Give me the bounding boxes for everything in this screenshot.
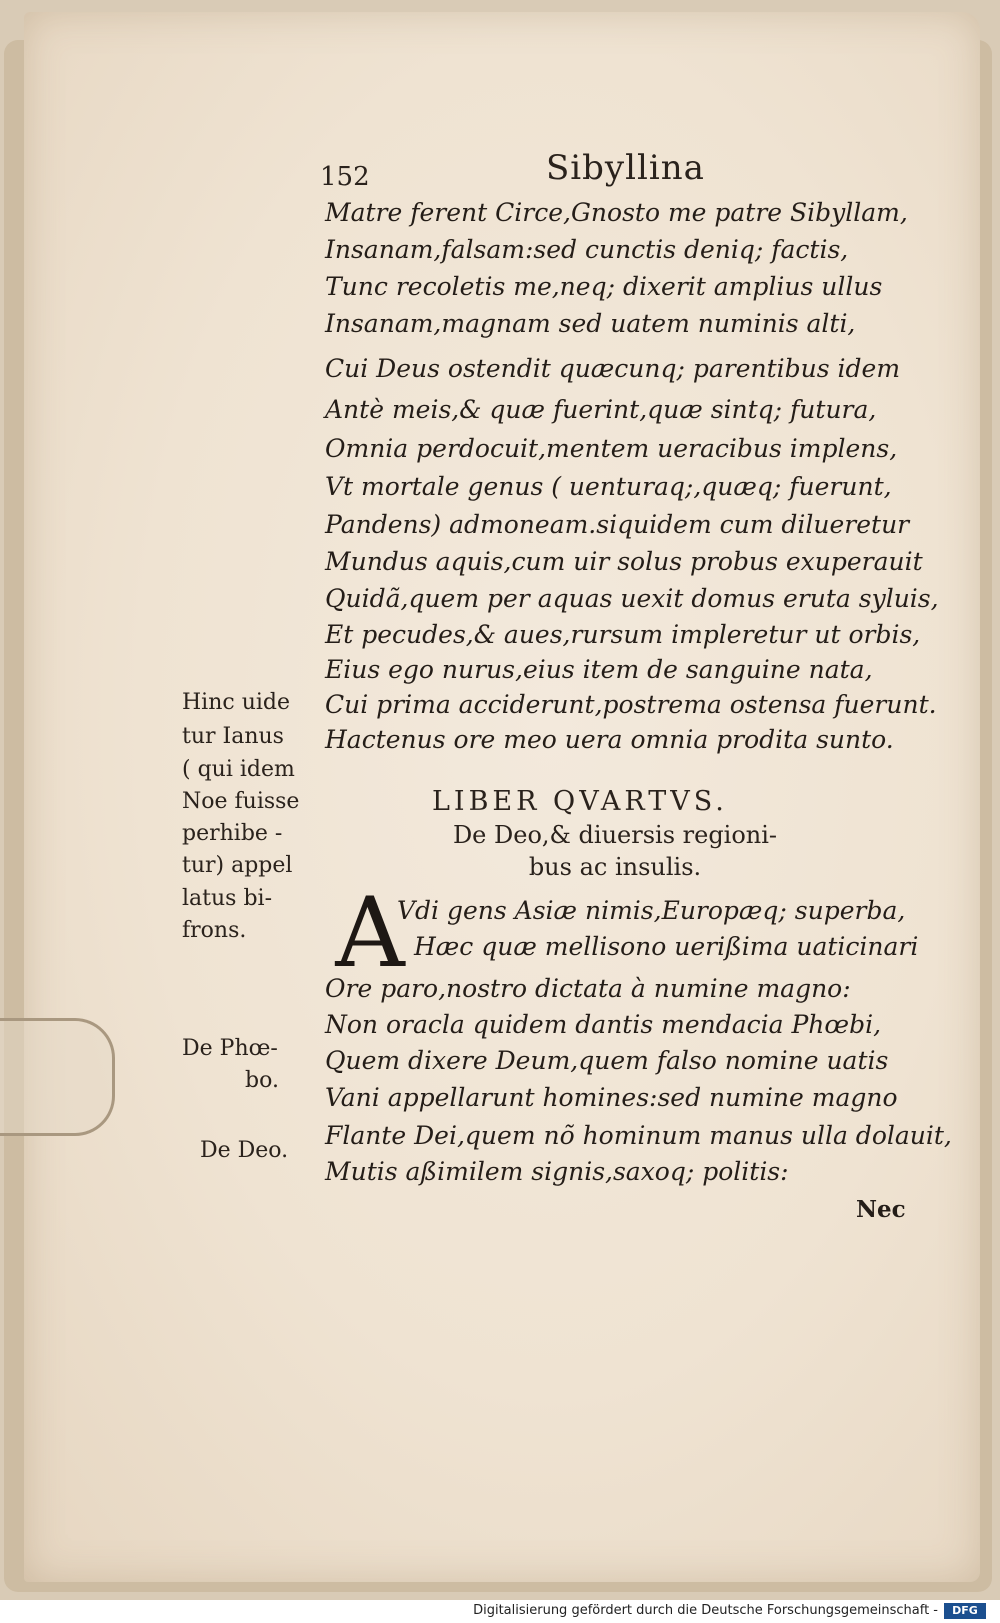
verse-line: Non oracla quidem dantis mendacia Phœbi, (325, 1010, 882, 1039)
verse-line: Omnia perdocuit,mentem ueracibus implens, (325, 434, 898, 463)
dfg-logo: DFG (944, 1603, 986, 1619)
marginal-note: Hinc uide (182, 690, 291, 715)
book-heading: LIBER QVARTVS. (432, 786, 728, 817)
verse-line: Mutis aßimilem signis,saxoq; politis: (325, 1157, 789, 1186)
marginal-note: bo. (245, 1068, 279, 1093)
footer-bar (0, 1600, 1000, 1623)
verse-line: Quem dixere Deum,quem falso nomine uatis (325, 1046, 889, 1075)
page-number: 152 (320, 162, 370, 192)
decorated-initial: A (335, 877, 405, 989)
verse-line: Vt mortale genus ( uenturaq;,quæq; fuerunt, (325, 472, 892, 501)
verse-line: Flante Dei,quem nõ hominum manus ulla dolauit, (325, 1121, 952, 1150)
verse-line: Ore paro,nostro dictata à numine magno: (325, 974, 851, 1003)
marginal-note: tur Ianus (182, 724, 284, 749)
verse-line: Insanam,magnam sed uatem numinis alti, (325, 309, 856, 338)
chapter-subheading: De Deo,& diuersis regioni- (452, 821, 778, 849)
running-head (320, 148, 890, 192)
verse-line: Et pecudes,& aues,rursum impleretur ut orbis, (325, 620, 921, 649)
verse-line: Eius ego nurus,eius item de sanguine nata, (325, 655, 873, 684)
marginal-note: Noe fuisse (182, 789, 300, 814)
marginal-note: De Phœ- (182, 1036, 278, 1061)
verse-line: Vani appellarunt homines:sed numine magno (325, 1083, 898, 1112)
marginal-note: frons. (182, 918, 247, 943)
running-title: Sibyllina (546, 148, 705, 188)
verse-line: Insanam,falsam:sed cunctis deniq; factis, (325, 235, 849, 264)
marginal-note: ( qui idem (182, 757, 295, 782)
verse-line: Quidã,quem per aquas uexit domus eruta syluis, (325, 584, 939, 613)
verse-line: Hæc quæ mellisono uerißima uaticinari (414, 932, 919, 961)
verse-line: Cui prima acciderunt,postrema ostensa fuerunt. (325, 690, 937, 719)
verse-line: Mundus aquis,cum uir solus probus exuperauit (325, 547, 923, 576)
marginal-note: tur) appel (182, 853, 293, 878)
verse-line: Vdi gens Asiæ nimis,Europæq; superba, (397, 896, 906, 925)
digitization-credit: Digitalisierung gefördert durch die Deutsche Forschungsgemeinschaft - (473, 1603, 938, 1618)
chapter-subheading: bus ac insulis. (528, 853, 702, 881)
verse-line: Cui Deus ostendit quæcunq; parentibus idem (325, 354, 901, 383)
verse-line: Tunc recoletis me,neq; dixerit amplius ullus (325, 272, 883, 301)
marginal-note: latus bi- (182, 886, 272, 911)
marginal-note: perhibe - (182, 821, 283, 846)
verse-line: Hactenus ore meo uera omnia prodita sunto. (325, 725, 894, 754)
page-clip (0, 1018, 115, 1136)
catchword: Nec (856, 1196, 906, 1223)
marginal-note: De Deo. (200, 1138, 289, 1163)
verse-line: Matre ferent Circe,Gnosto me patre Sibyllam, (325, 198, 908, 227)
verse-line: Pandens) admoneam.siquidem cum dilueretur (325, 510, 910, 539)
verse-line: Antè meis,& quæ fuerint,quæ sintq; futura, (325, 395, 877, 424)
